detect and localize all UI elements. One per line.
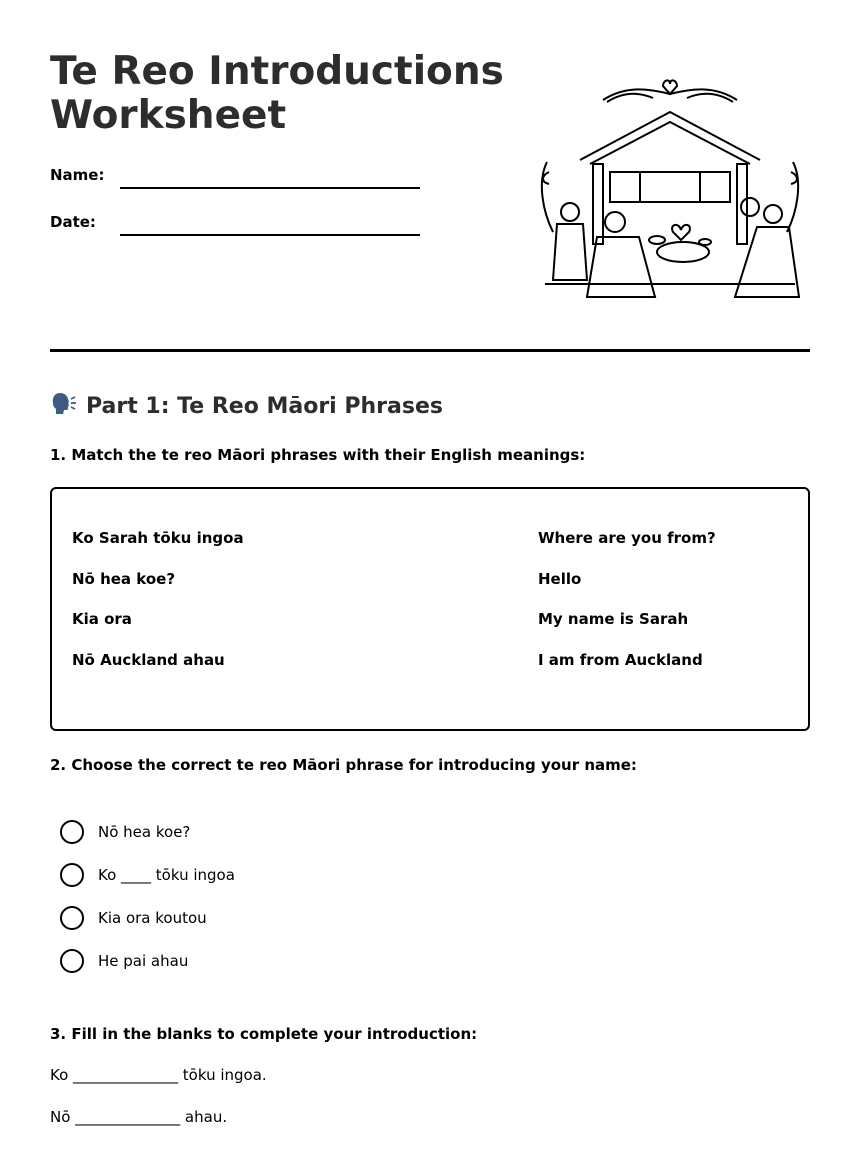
- radio-button[interactable]: [60, 863, 84, 887]
- q2-option-2-label: Ko ____ tōku ingoa: [98, 866, 235, 884]
- match-left-2[interactable]: Nō hea koe?: [72, 570, 176, 588]
- match-right-3[interactable]: My name is Sarah: [538, 610, 689, 628]
- q2-option-2[interactable]: [60, 863, 235, 887]
- q2-option-3[interactable]: [60, 906, 207, 930]
- question-2-prompt: 2. Choose the correct te reo Māori phrase for introducing your name:: [50, 756, 637, 774]
- name-label: Name:: [50, 166, 105, 184]
- date-field[interactable]: [120, 234, 420, 236]
- date-label: Date:: [50, 213, 96, 231]
- part1-heading-text: Part 1: Te Reo Māori Phrases: [86, 393, 443, 419]
- match-left-1[interactable]: Ko Sarah tōku ingoa: [72, 529, 244, 547]
- part1-heading: [50, 389, 443, 423]
- question-1-prompt: 1. Match the te reo Māori phrases with their English meanings:: [50, 446, 586, 464]
- name-field[interactable]: [120, 187, 420, 189]
- radio-button[interactable]: [60, 820, 84, 844]
- q2-option-4[interactable]: [60, 949, 188, 973]
- radio-button[interactable]: [60, 949, 84, 973]
- title-line-1: Te Reo Introductions: [50, 49, 504, 94]
- title-line-2: Worksheet: [50, 93, 287, 138]
- question-3-prompt: 3. Fill in the blanks to complete your introduction:: [50, 1025, 478, 1043]
- fill-blank-name[interactable]: Ko ______________ tōku ingoa.: [50, 1066, 267, 1084]
- q2-option-3-label: Kia ora koutou: [98, 909, 207, 927]
- q2-option-1-label: Nō hea koe?: [98, 823, 191, 841]
- header-divider: [50, 349, 810, 352]
- match-right-1[interactable]: Where are you from?: [538, 529, 716, 547]
- matching-box: [50, 487, 810, 731]
- wharenui-gathering-illustration: [535, 72, 805, 312]
- q2-option-1[interactable]: [60, 820, 190, 844]
- q2-option-4-label: He pai ahau: [98, 952, 189, 970]
- speaking-head-icon: [50, 389, 78, 423]
- radio-button[interactable]: [60, 906, 84, 930]
- match-left-4[interactable]: Nō Auckland ahau: [72, 651, 225, 669]
- fill-blank-place[interactable]: Nō ______________ ahau.: [50, 1108, 228, 1126]
- match-left-3[interactable]: Kia ora: [72, 610, 132, 628]
- match-right-2[interactable]: Hello: [538, 570, 582, 588]
- worksheet-title: [50, 50, 520, 138]
- match-right-4[interactable]: I am from Auckland: [538, 651, 703, 669]
